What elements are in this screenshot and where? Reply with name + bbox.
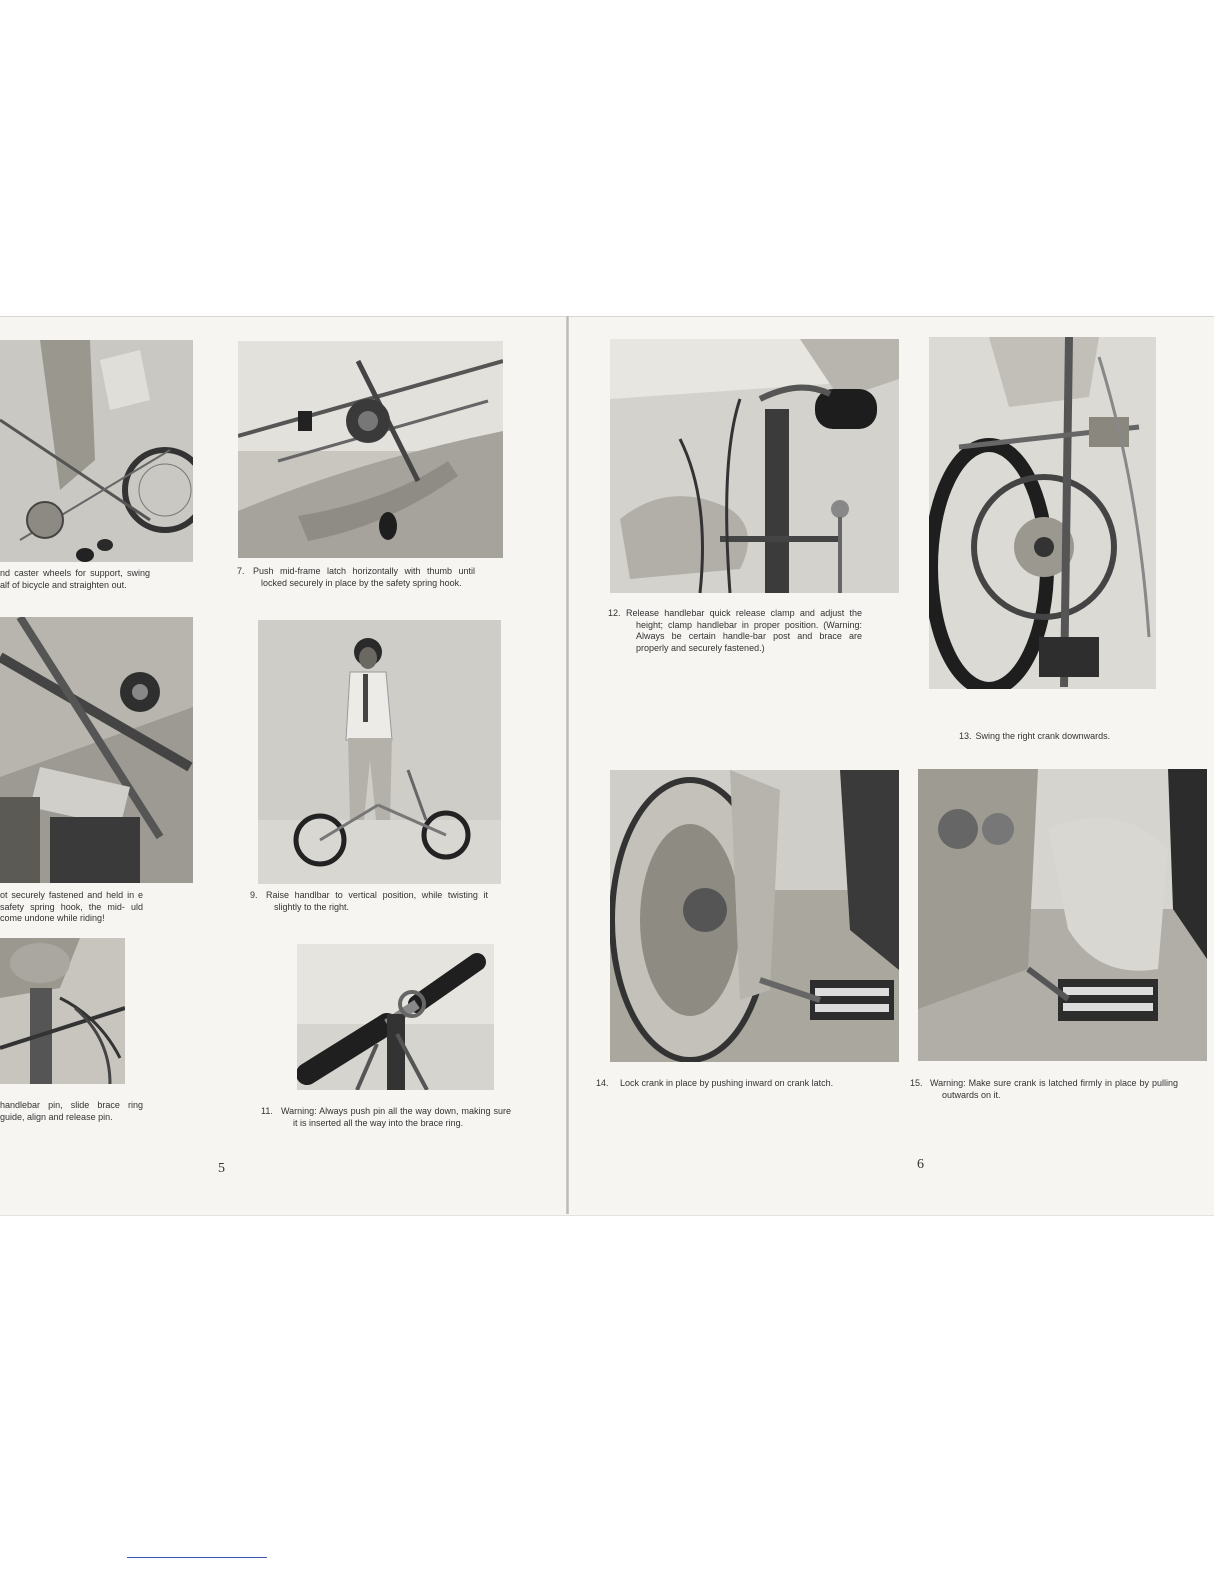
- caption-step-15: Warning: Make sure crank is latched firmly in place by pulling outwards on it.: [930, 1078, 1178, 1100]
- photo-step-14-lock-crank: [610, 770, 899, 1062]
- caption-step-10: handlebar pin, slide brace ring guide, align and release pin.: [0, 1100, 143, 1122]
- caption-step-8: ot securely fastened and held in e safety spring hook, the mid- uld come undone while riding!: [0, 890, 143, 923]
- caption-step-6: nd caster wheels for support, swing alf of bicycle and straighten out.: [0, 568, 150, 590]
- photo-step-6-caster-wheels: [0, 340, 193, 562]
- page-number-right: 6: [917, 1157, 924, 1172]
- page-number-left: 5: [218, 1161, 225, 1176]
- caption-step-7: Push mid-frame latch horizontally with thumb until locked securely in place by the safety spring hook.: [253, 566, 475, 588]
- photo-step-13-right-crank: [929, 337, 1156, 689]
- caption-step-13: 13. Swing the right crank downwards.: [959, 731, 1111, 741]
- caption-step-14: Lock crank in place by pushing inward on crank latch.: [620, 1078, 834, 1088]
- photo-step-7-mid-frame-latch: [238, 341, 503, 558]
- photo-step-8-spring-hook: [0, 617, 193, 883]
- photo-step-11-handlebar-grip: [297, 944, 494, 1090]
- caption-step-11: Warning: Always push pin all the way down, making sure it is inserted all the way into the brace ring.: [281, 1106, 511, 1128]
- caption-step-9: Raise handlbar to vertical position, while twisting it slightly to the right.: [266, 890, 488, 912]
- photo-step-12-quick-release-clamp: [610, 339, 899, 593]
- page-gutter: [566, 316, 569, 1214]
- caption-step-12: Release handlebar quick release clamp and adjust the height; clamp handlebar in proper position. (Warning: Always be certain handle-bar post and brace are properly and securely fastened.): [626, 608, 862, 653]
- photo-step-10-handlebar-pin: [0, 938, 125, 1084]
- photo-step-15-pull-crank: [918, 769, 1207, 1061]
- photo-step-9-man-with-bicycle: [258, 620, 501, 884]
- bottom-rule: [127, 1557, 267, 1558]
